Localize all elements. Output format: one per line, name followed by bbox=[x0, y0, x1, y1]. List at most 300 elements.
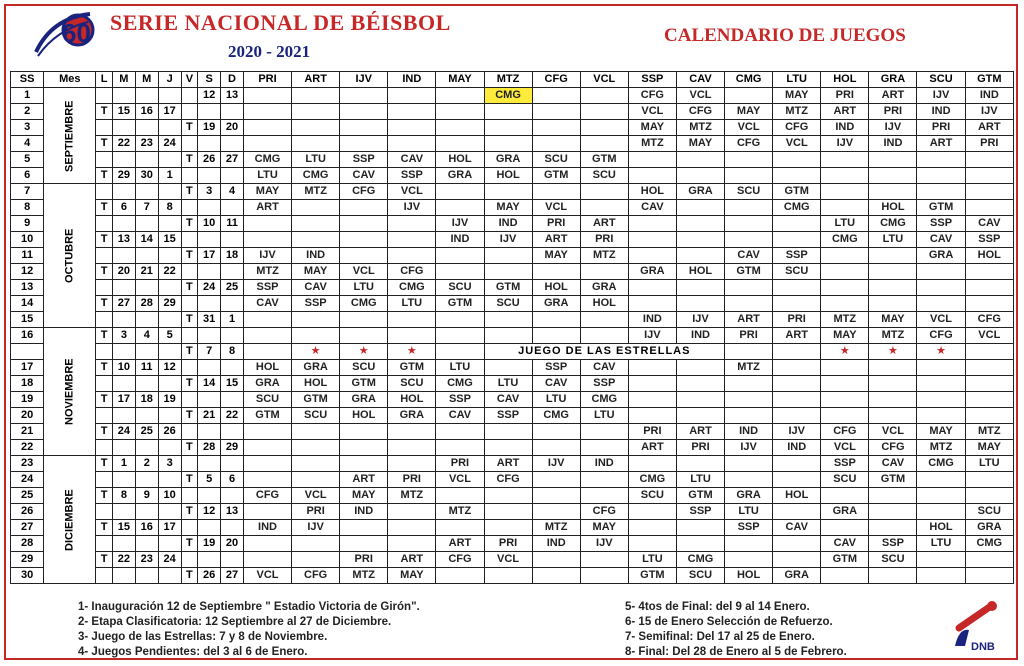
ss-cell: 4 bbox=[11, 136, 44, 152]
month-label: OCTUBRE bbox=[44, 184, 96, 328]
day-cell: T bbox=[96, 168, 113, 184]
game-cell: SCU bbox=[773, 264, 821, 280]
game-cell: MAY bbox=[773, 88, 821, 104]
column-header: L bbox=[96, 72, 113, 88]
game-cell bbox=[965, 488, 1013, 504]
game-cell: GRA bbox=[532, 296, 580, 312]
day-cell bbox=[96, 344, 113, 360]
game-cell bbox=[917, 168, 965, 184]
day-cell: T bbox=[181, 312, 198, 328]
day-cell: 4 bbox=[135, 328, 158, 344]
game-cell bbox=[821, 568, 869, 584]
ss-cell: 17 bbox=[11, 360, 44, 376]
day-cell: T bbox=[181, 440, 198, 456]
game-cell bbox=[628, 392, 676, 408]
game-cell bbox=[917, 392, 965, 408]
game-cell: VCL bbox=[965, 328, 1013, 344]
game-cell bbox=[243, 456, 291, 472]
day-cell: 13 bbox=[221, 504, 244, 520]
game-cell bbox=[388, 456, 436, 472]
game-cell bbox=[436, 488, 484, 504]
game-cell: SCU bbox=[821, 472, 869, 488]
game-cell bbox=[532, 264, 580, 280]
day-cell bbox=[181, 328, 198, 344]
game-cell: GRA bbox=[340, 392, 388, 408]
game-cell: HOL bbox=[292, 376, 340, 392]
column-header: CAV bbox=[676, 72, 724, 88]
day-cell bbox=[221, 488, 244, 504]
day-cell: 29 bbox=[112, 168, 135, 184]
game-cell: ART bbox=[580, 216, 628, 232]
game-cell: LTU bbox=[580, 408, 628, 424]
day-cell: 15 bbox=[112, 520, 135, 536]
column-header: J bbox=[158, 72, 181, 88]
game-cell: ART bbox=[869, 88, 917, 104]
game-cell bbox=[532, 504, 580, 520]
game-cell: ART bbox=[773, 328, 821, 344]
game-cell: IND bbox=[532, 536, 580, 552]
game-cell bbox=[676, 280, 724, 296]
day-cell: T bbox=[96, 264, 113, 280]
game-cell bbox=[388, 88, 436, 104]
day-cell bbox=[158, 312, 181, 328]
game-cell: IND bbox=[628, 312, 676, 328]
game-cell: VCL bbox=[436, 472, 484, 488]
game-cell: GTM bbox=[436, 296, 484, 312]
column-header: D bbox=[221, 72, 244, 88]
game-cell bbox=[436, 312, 484, 328]
game-cell bbox=[628, 152, 676, 168]
day-cell: 7 bbox=[135, 200, 158, 216]
game-cell bbox=[676, 456, 724, 472]
day-cell: 20 bbox=[221, 536, 244, 552]
table-row bbox=[11, 376, 1014, 392]
game-cell bbox=[628, 376, 676, 392]
game-cell: IJV bbox=[580, 536, 628, 552]
game-cell bbox=[484, 248, 532, 264]
game-cell bbox=[532, 440, 580, 456]
game-cell: CFG bbox=[388, 264, 436, 280]
day-cell bbox=[112, 504, 135, 520]
game-cell: CAV bbox=[436, 408, 484, 424]
game-cell bbox=[725, 200, 773, 216]
game-cell bbox=[436, 184, 484, 200]
game-cell: VCL bbox=[340, 264, 388, 280]
game-cell: VCL bbox=[628, 104, 676, 120]
day-cell: T bbox=[181, 504, 198, 520]
day-cell bbox=[158, 408, 181, 424]
day-cell bbox=[112, 88, 135, 104]
game-cell bbox=[917, 152, 965, 168]
game-cell bbox=[292, 200, 340, 216]
day-cell bbox=[158, 216, 181, 232]
game-cell bbox=[436, 200, 484, 216]
day-cell: T bbox=[96, 104, 113, 120]
game-cell bbox=[676, 360, 724, 376]
day-cell: T bbox=[181, 152, 198, 168]
game-cell bbox=[243, 232, 291, 248]
day-cell: 26 bbox=[198, 568, 221, 584]
day-cell: T bbox=[181, 408, 198, 424]
day-cell bbox=[112, 120, 135, 136]
game-cell: IND bbox=[676, 328, 724, 344]
game-cell: HOL bbox=[676, 264, 724, 280]
game-cell bbox=[532, 488, 580, 504]
game-cell bbox=[869, 296, 917, 312]
table-row bbox=[11, 216, 1014, 232]
game-cell bbox=[628, 456, 676, 472]
game-cell bbox=[965, 152, 1013, 168]
empty-cell bbox=[436, 344, 484, 360]
table-row bbox=[11, 152, 1014, 168]
game-cell bbox=[821, 360, 869, 376]
game-cell: MAY bbox=[725, 104, 773, 120]
day-cell bbox=[158, 152, 181, 168]
day-cell: T bbox=[96, 296, 113, 312]
game-cell bbox=[821, 408, 869, 424]
game-cell: IND bbox=[773, 440, 821, 456]
game-cell: GRA bbox=[436, 168, 484, 184]
ss-cell: 15 bbox=[11, 312, 44, 328]
day-cell bbox=[158, 568, 181, 584]
day-cell: 27 bbox=[112, 296, 135, 312]
game-cell bbox=[436, 248, 484, 264]
day-cell: T bbox=[96, 360, 113, 376]
day-cell: 18 bbox=[221, 248, 244, 264]
game-cell: IJV bbox=[965, 104, 1013, 120]
game-cell: IND bbox=[965, 88, 1013, 104]
game-cell: PRI bbox=[676, 440, 724, 456]
note-item: 7- Semifinal: Del 17 al 25 de Enero. bbox=[625, 631, 815, 643]
game-cell: CAV bbox=[532, 376, 580, 392]
column-header: LTU bbox=[773, 72, 821, 88]
game-cell bbox=[965, 184, 1013, 200]
game-cell bbox=[243, 104, 291, 120]
game-cell: SCU bbox=[340, 360, 388, 376]
game-cell bbox=[628, 168, 676, 184]
game-cell bbox=[773, 504, 821, 520]
game-cell: IJV bbox=[821, 136, 869, 152]
game-cell: CMG bbox=[532, 408, 580, 424]
day-cell bbox=[158, 184, 181, 200]
game-cell: HOL bbox=[340, 408, 388, 424]
ss-cell: 5 bbox=[11, 152, 44, 168]
game-cell: PRI bbox=[773, 312, 821, 328]
game-cell bbox=[243, 216, 291, 232]
day-cell: 23 bbox=[135, 552, 158, 568]
game-cell: ART bbox=[436, 536, 484, 552]
day-cell bbox=[96, 120, 113, 136]
table-row bbox=[11, 328, 1014, 344]
game-cell bbox=[436, 120, 484, 136]
game-cell bbox=[821, 264, 869, 280]
game-cell bbox=[917, 296, 965, 312]
day-cell: 11 bbox=[135, 360, 158, 376]
game-cell bbox=[773, 168, 821, 184]
game-cell: CAV bbox=[869, 456, 917, 472]
game-cell: LTU bbox=[725, 504, 773, 520]
game-cell: CMG bbox=[917, 456, 965, 472]
day-cell bbox=[96, 248, 113, 264]
day-cell bbox=[221, 456, 244, 472]
game-cell bbox=[725, 472, 773, 488]
game-cell bbox=[388, 440, 436, 456]
day-cell: 17 bbox=[198, 248, 221, 264]
day-cell: 17 bbox=[112, 392, 135, 408]
game-cell bbox=[243, 552, 291, 568]
day-cell: 26 bbox=[158, 424, 181, 440]
star-icon: ★ bbox=[388, 344, 436, 360]
game-cell: ART bbox=[340, 472, 388, 488]
game-cell bbox=[725, 232, 773, 248]
table-row bbox=[11, 552, 1014, 568]
day-cell: 22 bbox=[112, 136, 135, 152]
game-cell bbox=[292, 216, 340, 232]
game-cell bbox=[773, 360, 821, 376]
game-cell bbox=[628, 408, 676, 424]
game-cell bbox=[292, 232, 340, 248]
game-cell bbox=[965, 392, 1013, 408]
game-cell: MAY bbox=[243, 184, 291, 200]
game-cell bbox=[869, 520, 917, 536]
game-cell bbox=[580, 328, 628, 344]
table-row bbox=[11, 488, 1014, 504]
game-cell: GTM bbox=[725, 264, 773, 280]
game-cell bbox=[340, 104, 388, 120]
game-cell bbox=[965, 376, 1013, 392]
game-cell: SSP bbox=[340, 152, 388, 168]
game-cell bbox=[965, 168, 1013, 184]
note-item: 8- Final: Del 28 de Enero al 5 de Febrero. bbox=[625, 646, 847, 658]
game-cell: CMG bbox=[292, 168, 340, 184]
table-row bbox=[11, 424, 1014, 440]
game-cell: LTU bbox=[532, 392, 580, 408]
day-cell: 31 bbox=[198, 312, 221, 328]
game-cell: ART bbox=[484, 456, 532, 472]
game-cell bbox=[436, 440, 484, 456]
game-cell: HOL bbox=[725, 568, 773, 584]
game-cell bbox=[436, 88, 484, 104]
day-cell bbox=[112, 568, 135, 584]
game-cell bbox=[869, 568, 917, 584]
game-cell: LTU bbox=[436, 360, 484, 376]
game-cell: SCU bbox=[484, 296, 532, 312]
day-cell: 1 bbox=[221, 312, 244, 328]
game-cell: HOL bbox=[532, 280, 580, 296]
day-cell bbox=[221, 328, 244, 344]
game-cell bbox=[773, 552, 821, 568]
game-cell: CMG bbox=[773, 200, 821, 216]
game-cell: SSP bbox=[243, 280, 291, 296]
day-cell: 26 bbox=[198, 152, 221, 168]
game-cell: MAY bbox=[484, 200, 532, 216]
game-cell bbox=[340, 456, 388, 472]
column-header: VCL bbox=[580, 72, 628, 88]
game-cell: IND bbox=[821, 120, 869, 136]
game-cell: CMG bbox=[965, 536, 1013, 552]
day-cell: 7 bbox=[198, 344, 221, 360]
day-cell bbox=[221, 424, 244, 440]
game-cell bbox=[388, 424, 436, 440]
ss-cell: 26 bbox=[11, 504, 44, 520]
day-cell: 29 bbox=[158, 296, 181, 312]
column-header: HOL bbox=[821, 72, 869, 88]
game-cell: SCU bbox=[436, 280, 484, 296]
game-cell bbox=[484, 520, 532, 536]
day-cell: 22 bbox=[221, 408, 244, 424]
game-cell: SCU bbox=[725, 184, 773, 200]
game-cell: PRI bbox=[917, 120, 965, 136]
game-cell bbox=[436, 104, 484, 120]
game-cell bbox=[628, 216, 676, 232]
game-cell bbox=[580, 120, 628, 136]
day-cell bbox=[198, 200, 221, 216]
game-cell: GTM bbox=[580, 152, 628, 168]
game-cell bbox=[580, 184, 628, 200]
day-cell: 3 bbox=[158, 456, 181, 472]
game-cell bbox=[532, 568, 580, 584]
game-cell: IJV bbox=[628, 328, 676, 344]
game-cell: MTZ bbox=[580, 248, 628, 264]
game-cell: ART bbox=[243, 200, 291, 216]
game-cell bbox=[917, 280, 965, 296]
game-cell: PRI bbox=[965, 136, 1013, 152]
game-cell: GRA bbox=[965, 520, 1013, 536]
day-cell bbox=[112, 472, 135, 488]
game-cell bbox=[821, 184, 869, 200]
day-cell bbox=[112, 440, 135, 456]
game-cell: CAV bbox=[725, 248, 773, 264]
game-cell bbox=[243, 536, 291, 552]
day-cell bbox=[221, 136, 244, 152]
game-cell bbox=[725, 408, 773, 424]
game-cell bbox=[436, 568, 484, 584]
day-cell: T bbox=[96, 552, 113, 568]
game-cell: CFG bbox=[917, 328, 965, 344]
game-cell: HOL bbox=[965, 248, 1013, 264]
game-cell bbox=[340, 328, 388, 344]
day-cell bbox=[96, 88, 113, 104]
game-cell: VCL bbox=[725, 120, 773, 136]
game-cell bbox=[340, 120, 388, 136]
game-cell bbox=[869, 392, 917, 408]
game-cell bbox=[340, 232, 388, 248]
game-cell: CMG bbox=[436, 376, 484, 392]
empty-cell bbox=[773, 344, 821, 360]
day-cell: 3 bbox=[112, 328, 135, 344]
day-cell: T bbox=[96, 328, 113, 344]
day-cell bbox=[96, 376, 113, 392]
dnb-label: DNB bbox=[971, 641, 995, 653]
day-cell: 17 bbox=[158, 104, 181, 120]
game-cell bbox=[340, 424, 388, 440]
game-cell bbox=[340, 248, 388, 264]
day-cell bbox=[198, 264, 221, 280]
game-cell bbox=[484, 120, 532, 136]
game-cell: MTZ bbox=[436, 504, 484, 520]
day-cell bbox=[112, 152, 135, 168]
day-cell bbox=[158, 280, 181, 296]
game-cell bbox=[243, 504, 291, 520]
game-cell bbox=[773, 392, 821, 408]
game-cell: CAV bbox=[388, 152, 436, 168]
game-cell: MTZ bbox=[243, 264, 291, 280]
game-cell: PRI bbox=[869, 104, 917, 120]
game-cell bbox=[917, 472, 965, 488]
ss-cell: 14 bbox=[11, 296, 44, 312]
game-cell bbox=[292, 552, 340, 568]
notes-left bbox=[78, 600, 420, 660]
game-cell: GRA bbox=[243, 376, 291, 392]
day-cell bbox=[181, 200, 198, 216]
game-cell bbox=[917, 184, 965, 200]
game-cell bbox=[243, 120, 291, 136]
table-row bbox=[11, 568, 1014, 584]
game-cell bbox=[388, 120, 436, 136]
day-cell: T bbox=[181, 120, 198, 136]
game-cell: CAV bbox=[821, 536, 869, 552]
game-cell bbox=[388, 248, 436, 264]
day-cell: 21 bbox=[198, 408, 221, 424]
game-cell: MAY bbox=[965, 440, 1013, 456]
game-cell bbox=[292, 456, 340, 472]
empty-cell bbox=[243, 344, 291, 360]
game-cell bbox=[965, 568, 1013, 584]
day-cell: T bbox=[181, 280, 198, 296]
game-cell bbox=[340, 200, 388, 216]
day-cell: 6 bbox=[221, 472, 244, 488]
game-cell bbox=[484, 360, 532, 376]
star-icon: ★ bbox=[869, 344, 917, 360]
game-cell bbox=[580, 136, 628, 152]
day-cell bbox=[181, 104, 198, 120]
table-row bbox=[11, 312, 1014, 328]
game-cell bbox=[292, 312, 340, 328]
day-cell bbox=[112, 408, 135, 424]
game-cell bbox=[676, 200, 724, 216]
day-cell bbox=[135, 344, 158, 360]
day-cell: 27 bbox=[221, 568, 244, 584]
ss-cell: 7 bbox=[11, 184, 44, 200]
game-cell: CMG bbox=[821, 232, 869, 248]
game-cell: CFG bbox=[965, 312, 1013, 328]
game-cell bbox=[580, 488, 628, 504]
day-cell: 27 bbox=[221, 152, 244, 168]
game-cell: CMG bbox=[580, 392, 628, 408]
game-cell: IND bbox=[484, 216, 532, 232]
day-cell bbox=[135, 152, 158, 168]
game-cell bbox=[580, 200, 628, 216]
game-cell bbox=[773, 456, 821, 472]
game-cell bbox=[340, 536, 388, 552]
day-cell bbox=[135, 216, 158, 232]
day-cell: T bbox=[181, 344, 198, 360]
game-cell: HOL bbox=[580, 296, 628, 312]
game-cell: LTU bbox=[484, 376, 532, 392]
game-cell bbox=[628, 360, 676, 376]
day-cell bbox=[112, 216, 135, 232]
game-cell: HOL bbox=[917, 520, 965, 536]
ss-cell: 13 bbox=[11, 280, 44, 296]
game-cell bbox=[532, 424, 580, 440]
game-cell: GTM bbox=[821, 552, 869, 568]
game-cell: ART bbox=[725, 312, 773, 328]
day-cell bbox=[181, 552, 198, 568]
day-cell bbox=[112, 280, 135, 296]
day-cell bbox=[198, 168, 221, 184]
day-cell bbox=[158, 376, 181, 392]
column-header: ART bbox=[292, 72, 340, 88]
